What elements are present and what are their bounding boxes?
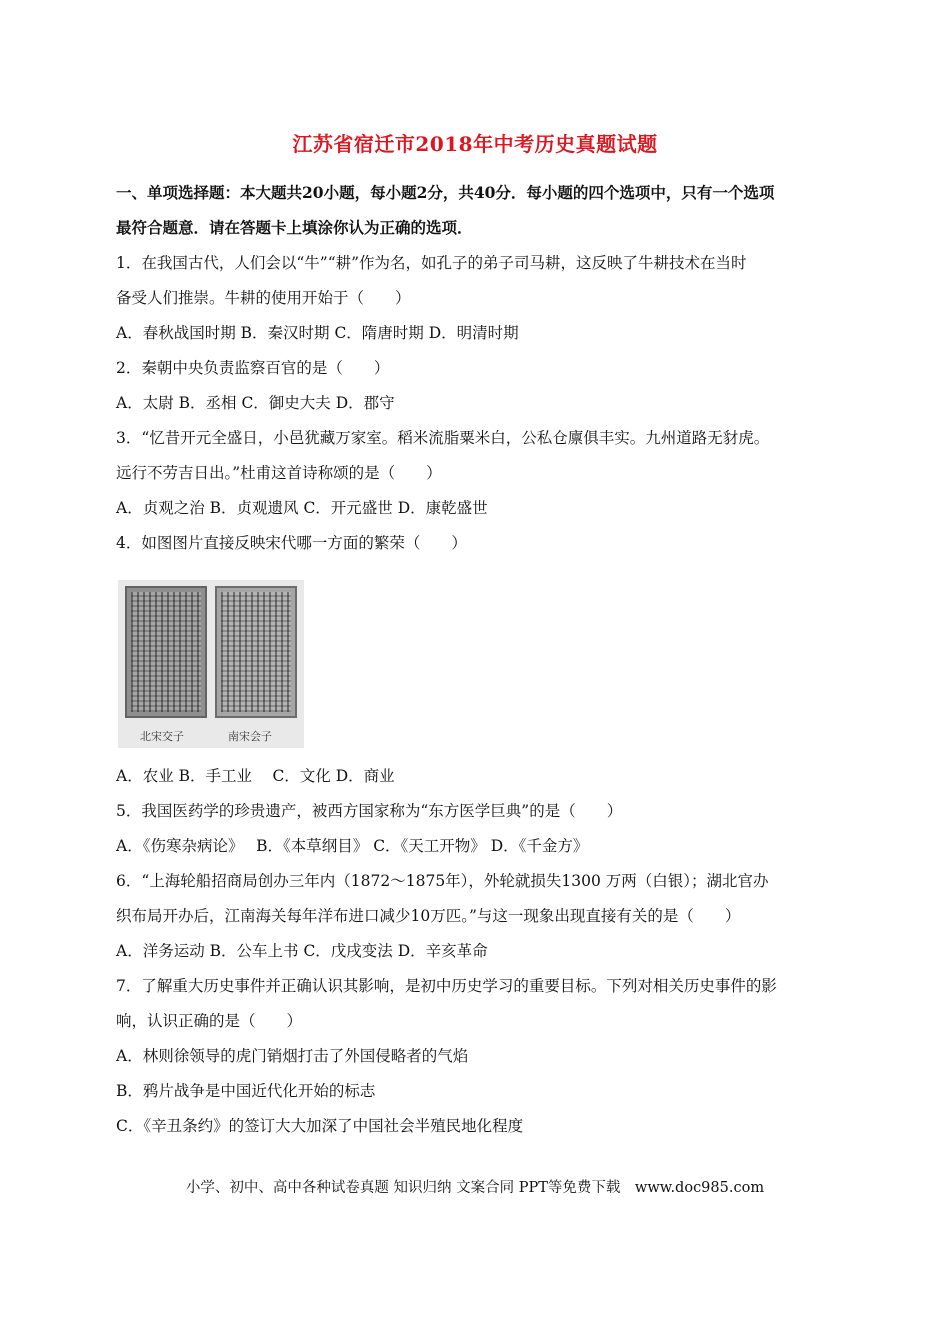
question-line: 7．了解重大历史事件并正确认识其影响，是初中历史学习的重要目标。下列对相关历史事件的影	[116, 977, 777, 995]
options-line: A．《伤寒杂病论》 B．《本草纲目》 C．《天工开物》 D．《千金方》	[116, 837, 589, 855]
options-line: A．林则徐领导的虎门销烟打击了外国侵略者的气焰	[116, 1047, 469, 1065]
question-line: 备受人们推崇。牛耕的使用开始于（ ）	[116, 289, 411, 307]
huizi-image	[215, 586, 297, 718]
question-line: 4．如图图片直接反映宋代哪一方面的繁荣（ ）	[116, 534, 467, 552]
options-line: C．《辛丑条约》的签订大大加深了中国社会半殖民地化程度	[116, 1117, 524, 1135]
question-line: 响，认识正确的是（ ）	[116, 1012, 303, 1030]
question-line: 6．“上海轮船招商局创办三年内（1872～1875年），外轮就损失1300 万两（白银）；湖北官办	[116, 872, 769, 890]
options-line: B．鸦片战争是中国近代化开始的标志	[116, 1082, 376, 1100]
question-line: 远行不劳吉日出。”杜甫这首诗称颂的是（ ）	[116, 464, 442, 482]
page-title: 江苏省宿迁市2018年中考历史真题试题	[292, 132, 658, 156]
section-heading-line-1: 一、单项选择题：本大题共20小题，每小题2分，共40分．每小题的四个选项中，只有一个选项	[116, 183, 775, 202]
banknote-figure	[118, 580, 304, 748]
figure-caption-left: 北宋交子	[140, 730, 184, 743]
options-line: A．洋务运动 B．公车上书 C．戊戌变法 D．辛亥革命	[116, 942, 488, 960]
question-line: 1．在我国古代，人们会以“牛”“耕”作为名，如孔子的弟子司马耕，这反映了牛耕技术在当时	[116, 254, 747, 272]
options-line: A．贞观之治 B．贞观遗风 C．开元盛世 D．康乾盛世	[116, 499, 488, 517]
page-footer: 小学、初中、高中各种试卷真题 知识归纳 文案合同 PPT等免费下载 www.doc985.com	[185, 1180, 765, 1196]
question-line: 织布局开办后，江南海关每年洋布进口减少10万匹。”与这一现象出现直接有关的是（ ）	[116, 907, 741, 925]
section-heading-line-2: 最符合题意．请在答题卡上填涂你认为正确的选项．	[116, 218, 473, 237]
options-line: A．农业 B．手工业 C．文化 D．商业	[116, 767, 395, 785]
options-line: A．春秋战国时期 B．秦汉时期 C．隋唐时期 D．明清时期	[116, 324, 519, 342]
question-line: 5．我国医药学的珍贵遗产，被西方国家称为“东方医学巨典”的是（ ）	[116, 802, 623, 820]
question-line: 2．秦朝中央负责监察百官的是（ ）	[116, 359, 390, 377]
figure-caption-right: 南宋会子	[228, 730, 272, 743]
options-line: A．太尉 B．丞相 C．御史大夫 D．郡守	[116, 394, 395, 412]
question-line: 3．“忆昔开元全盛日，小邑犹藏万家室。稻米流脂粟米白，公私仓廪俱丰实。九州道路无豺虎。	[116, 429, 770, 447]
jiaozi-image	[125, 586, 207, 718]
